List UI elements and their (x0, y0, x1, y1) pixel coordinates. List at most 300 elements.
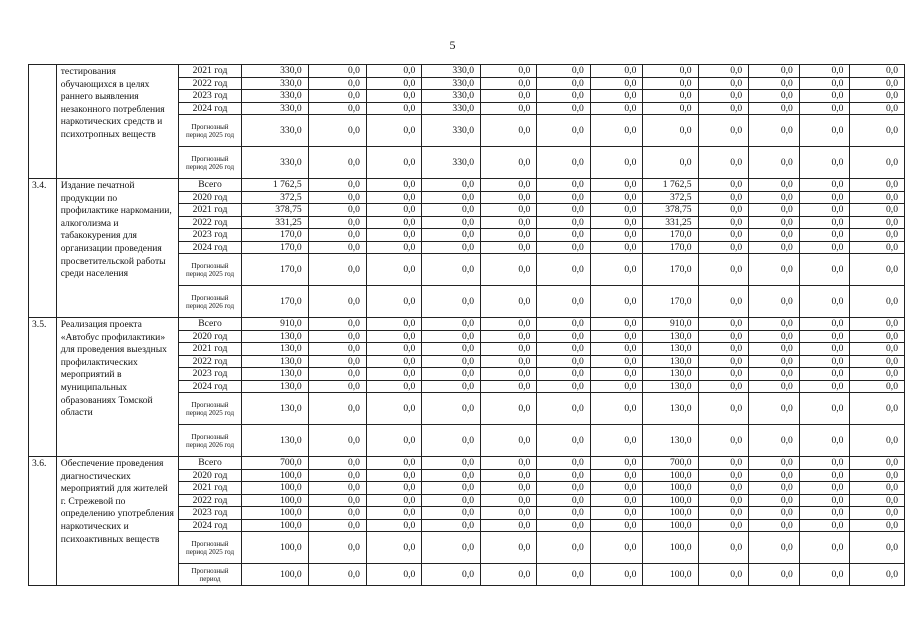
value-cell: 0,0 (481, 393, 537, 425)
value-cell: 330,0 (422, 90, 481, 103)
value-cell: 0,0 (850, 191, 905, 204)
value-cell: 0,0 (308, 229, 366, 242)
value-cell: 0,0 (308, 254, 366, 286)
value-cell: 0,0 (308, 355, 366, 368)
value-cell: 0,0 (698, 330, 749, 343)
value-cell: 0,0 (366, 115, 421, 147)
value-cell: 0,0 (308, 90, 366, 103)
value-cell: 330,0 (422, 102, 481, 115)
value-cell: 0,0 (366, 368, 421, 381)
section-number (29, 65, 57, 179)
period-cell: Всего (178, 318, 241, 331)
value-cell: 0,0 (366, 380, 421, 393)
value-cell: 0,0 (481, 102, 537, 115)
value-cell: 0,0 (481, 115, 537, 147)
period-cell: Прогнозный период 2026 год (178, 425, 241, 457)
value-cell: 0,0 (366, 355, 421, 368)
period-cell: 2023 год (178, 507, 241, 520)
value-cell: 0,0 (422, 191, 481, 204)
value-cell: 170,0 (242, 241, 309, 254)
value-cell: 100,0 (643, 507, 698, 520)
value-cell: 330,0 (422, 77, 481, 90)
value-cell: 170,0 (643, 286, 698, 318)
value-cell: 0,0 (481, 179, 537, 192)
value-cell: 0,0 (698, 564, 749, 586)
value-cell: 0,0 (850, 482, 905, 495)
period-cell: 2022 год (178, 216, 241, 229)
value-cell: 130,0 (643, 343, 698, 356)
value-cell: 0,0 (537, 179, 590, 192)
value-cell: 170,0 (643, 241, 698, 254)
value-cell: 0,0 (366, 564, 421, 586)
value-cell: 0,0 (799, 457, 850, 470)
page-number: 5 (449, 38, 456, 52)
value-cell: 0,0 (698, 77, 749, 90)
value-cell: 0,0 (749, 380, 800, 393)
value-cell: 0,0 (422, 318, 481, 331)
value-cell: 100,0 (242, 469, 309, 482)
value-cell: 0,0 (481, 65, 537, 78)
value-cell: 0,0 (366, 532, 421, 564)
value-cell: 0,0 (749, 204, 800, 217)
value-cell: 0,0 (481, 204, 537, 217)
value-cell: 0,0 (850, 393, 905, 425)
value-cell: 0,0 (643, 65, 698, 78)
value-cell: 0,0 (366, 457, 421, 470)
period-cell: 2020 год (178, 330, 241, 343)
value-cell: 0,0 (481, 77, 537, 90)
value-cell: 0,0 (366, 425, 421, 457)
value-cell: 0,0 (799, 330, 850, 343)
value-cell: 0,0 (799, 368, 850, 381)
period-cell: Прогнозный период 2025 год (178, 115, 241, 147)
value-cell: 0,0 (590, 532, 643, 564)
value-cell: 330,0 (242, 102, 309, 115)
value-cell: 0,0 (308, 115, 366, 147)
value-cell: 0,0 (850, 115, 905, 147)
value-cell: 0,0 (366, 343, 421, 356)
section-name: Обеспечение проведения диагностических мероприятий для жителей г. Стрежевой по определению употребления наркотических и психоактивных веществ (56, 457, 178, 586)
value-cell: 0,0 (590, 368, 643, 381)
value-cell: 0,0 (799, 380, 850, 393)
value-cell: 0,0 (308, 286, 366, 318)
value-cell: 0,0 (698, 179, 749, 192)
value-cell: 0,0 (422, 393, 481, 425)
value-cell: 0,0 (481, 318, 537, 331)
value-cell: 0,0 (749, 65, 800, 78)
value-cell: 0,0 (308, 380, 366, 393)
value-cell: 0,0 (590, 519, 643, 532)
value-cell: 700,0 (643, 457, 698, 470)
value-cell: 0,0 (749, 494, 800, 507)
value-cell: 0,0 (537, 380, 590, 393)
value-cell: 0,0 (308, 318, 366, 331)
value-cell: 0,0 (481, 380, 537, 393)
value-cell: 0,0 (366, 507, 421, 520)
value-cell: 0,0 (749, 368, 800, 381)
value-cell: 0,0 (698, 216, 749, 229)
value-cell: 0,0 (799, 507, 850, 520)
value-cell: 0,0 (422, 457, 481, 470)
value-cell: 0,0 (366, 179, 421, 192)
value-cell: 0,0 (308, 102, 366, 115)
value-cell: 0,0 (749, 241, 800, 254)
value-cell: 0,0 (850, 204, 905, 217)
value-cell: 0,0 (749, 318, 800, 331)
value-cell: 100,0 (643, 532, 698, 564)
value-cell: 130,0 (242, 425, 309, 457)
value-cell: 100,0 (242, 482, 309, 495)
value-cell: 0,0 (799, 318, 850, 331)
period-cell: 2023 год (178, 90, 241, 103)
value-cell: 0,0 (590, 90, 643, 103)
value-cell: 0,0 (308, 65, 366, 78)
value-cell: 0,0 (308, 519, 366, 532)
value-cell: 0,0 (850, 380, 905, 393)
value-cell: 0,0 (799, 102, 850, 115)
value-cell: 0,0 (366, 191, 421, 204)
period-cell: 2021 год (178, 65, 241, 78)
value-cell: 0,0 (698, 254, 749, 286)
value-cell: 0,0 (749, 425, 800, 457)
period-cell: 2024 год (178, 519, 241, 532)
value-cell: 0,0 (422, 179, 481, 192)
period-cell: Прогнозный период 2026 год (178, 286, 241, 318)
value-cell: 0,0 (422, 564, 481, 586)
value-cell: 0,0 (698, 519, 749, 532)
value-cell: 0,0 (698, 393, 749, 425)
value-cell: 331,25 (643, 216, 698, 229)
value-cell: 0,0 (366, 229, 421, 242)
value-cell: 0,0 (850, 425, 905, 457)
value-cell: 0,0 (481, 532, 537, 564)
value-cell: 0,0 (799, 564, 850, 586)
value-cell: 0,0 (799, 241, 850, 254)
value-cell: 0,0 (308, 77, 366, 90)
value-cell: 0,0 (481, 507, 537, 520)
value-cell: 0,0 (799, 469, 850, 482)
budget-table (28, 64, 905, 586)
value-cell: 0,0 (308, 241, 366, 254)
value-cell: 0,0 (799, 65, 850, 78)
value-cell: 0,0 (698, 482, 749, 495)
value-cell: 0,0 (749, 482, 800, 495)
value-cell: 0,0 (537, 77, 590, 90)
value-cell: 0,0 (537, 204, 590, 217)
value-cell: 0,0 (850, 318, 905, 331)
value-cell: 0,0 (537, 286, 590, 318)
value-cell: 170,0 (643, 254, 698, 286)
value-cell: 330,0 (242, 65, 309, 78)
period-cell: Всего (178, 179, 241, 192)
value-cell: 100,0 (643, 494, 698, 507)
value-cell: 0,0 (537, 115, 590, 147)
value-cell: 0,0 (799, 286, 850, 318)
value-cell: 0,0 (698, 241, 749, 254)
value-cell: 0,0 (799, 179, 850, 192)
value-cell: 0,0 (481, 147, 537, 179)
value-cell: 0,0 (698, 102, 749, 115)
value-cell: 0,0 (481, 191, 537, 204)
period-cell: 2024 год (178, 241, 241, 254)
value-cell: 0,0 (698, 355, 749, 368)
value-cell: 0,0 (799, 229, 850, 242)
value-cell: 0,0 (422, 216, 481, 229)
value-cell: 0,0 (422, 507, 481, 520)
value-cell: 0,0 (850, 65, 905, 78)
value-cell: 130,0 (643, 368, 698, 381)
value-cell: 0,0 (481, 482, 537, 495)
value-cell: 0,0 (850, 147, 905, 179)
value-cell: 0,0 (749, 254, 800, 286)
value-cell: 0,0 (590, 241, 643, 254)
value-cell: 0,0 (481, 564, 537, 586)
period-cell: 2020 год (178, 469, 241, 482)
value-cell: 0,0 (366, 330, 421, 343)
value-cell: 0,0 (308, 469, 366, 482)
section-name: тестирования обучающихся в целях раннего выявления незаконного потребления наркотических средств и психотропных веществ (56, 65, 178, 179)
value-cell: 0,0 (590, 191, 643, 204)
value-cell: 0,0 (799, 494, 850, 507)
value-cell: 0,0 (590, 425, 643, 457)
value-cell: 0,0 (422, 469, 481, 482)
value-cell: 0,0 (422, 494, 481, 507)
value-cell: 0,0 (308, 216, 366, 229)
value-cell: 0,0 (590, 102, 643, 115)
value-cell: 0,0 (749, 532, 800, 564)
value-cell: 0,0 (537, 393, 590, 425)
value-cell: 100,0 (643, 469, 698, 482)
value-cell: 0,0 (366, 318, 421, 331)
value-cell: 0,0 (537, 330, 590, 343)
value-cell: 0,0 (850, 254, 905, 286)
value-cell: 0,0 (366, 241, 421, 254)
table-row (29, 457, 905, 470)
value-cell: 0,0 (799, 355, 850, 368)
value-cell: 0,0 (422, 355, 481, 368)
value-cell: 170,0 (643, 229, 698, 242)
value-cell: 0,0 (537, 229, 590, 242)
value-cell: 0,0 (749, 564, 800, 586)
value-cell: 0,0 (799, 482, 850, 495)
value-cell: 0,0 (850, 343, 905, 356)
value-cell: 0,0 (590, 457, 643, 470)
value-cell: 0,0 (537, 564, 590, 586)
value-cell: 130,0 (643, 380, 698, 393)
value-cell: 0,0 (422, 241, 481, 254)
value-cell: 0,0 (643, 147, 698, 179)
value-cell: 100,0 (242, 532, 309, 564)
value-cell: 0,0 (850, 507, 905, 520)
value-cell: 100,0 (242, 519, 309, 532)
value-cell: 0,0 (537, 147, 590, 179)
value-cell: 0,0 (590, 330, 643, 343)
value-cell: 0,0 (537, 241, 590, 254)
period-cell: Прогнозный период 2026 год (178, 147, 241, 179)
value-cell: 0,0 (537, 191, 590, 204)
value-cell: 0,0 (850, 469, 905, 482)
value-cell: 330,0 (242, 115, 309, 147)
value-cell: 0,0 (537, 507, 590, 520)
value-cell: 0,0 (481, 229, 537, 242)
value-cell: 1 762,5 (242, 179, 309, 192)
value-cell: 0,0 (749, 286, 800, 318)
value-cell: 0,0 (537, 318, 590, 331)
value-cell: 0,0 (850, 229, 905, 242)
value-cell: 0,0 (481, 330, 537, 343)
value-cell: 0,0 (422, 254, 481, 286)
value-cell: 0,0 (850, 457, 905, 470)
table-row (29, 179, 905, 192)
value-cell: 130,0 (242, 330, 309, 343)
value-cell: 0,0 (537, 90, 590, 103)
value-cell: 0,0 (590, 494, 643, 507)
value-cell: 0,0 (422, 229, 481, 242)
value-cell: 0,0 (590, 147, 643, 179)
value-cell: 0,0 (643, 115, 698, 147)
value-cell: 0,0 (537, 343, 590, 356)
value-cell: 130,0 (242, 380, 309, 393)
value-cell: 0,0 (749, 229, 800, 242)
value-cell: 100,0 (242, 564, 309, 586)
value-cell: 170,0 (242, 229, 309, 242)
value-cell: 0,0 (698, 90, 749, 103)
value-cell: 0,0 (537, 368, 590, 381)
value-cell: 0,0 (308, 204, 366, 217)
value-cell: 330,0 (422, 147, 481, 179)
value-cell: 0,0 (590, 343, 643, 356)
value-cell: 130,0 (643, 425, 698, 457)
period-cell: 2023 год (178, 229, 241, 242)
value-cell: 0,0 (537, 216, 590, 229)
value-cell: 0,0 (799, 343, 850, 356)
value-cell: 0,0 (698, 343, 749, 356)
value-cell: 0,0 (537, 494, 590, 507)
value-cell: 0,0 (590, 65, 643, 78)
value-cell: 0,0 (698, 115, 749, 147)
value-cell: 0,0 (308, 457, 366, 470)
value-cell: 0,0 (308, 482, 366, 495)
value-cell: 378,75 (643, 204, 698, 217)
value-cell: 0,0 (308, 330, 366, 343)
value-cell: 0,0 (698, 368, 749, 381)
value-cell: 0,0 (481, 241, 537, 254)
value-cell: 0,0 (366, 254, 421, 286)
value-cell: 0,0 (698, 191, 749, 204)
value-cell: 0,0 (850, 90, 905, 103)
value-cell: 0,0 (850, 77, 905, 90)
value-cell: 0,0 (698, 494, 749, 507)
value-cell: 0,0 (749, 191, 800, 204)
value-cell: 0,0 (749, 90, 800, 103)
value-cell: 100,0 (242, 507, 309, 520)
period-cell: Прогнозный период 2025 год (178, 254, 241, 286)
value-cell: 0,0 (481, 343, 537, 356)
value-cell: 130,0 (242, 343, 309, 356)
value-cell: 0,0 (481, 254, 537, 286)
value-cell: 0,0 (537, 425, 590, 457)
value-cell: 1 762,5 (643, 179, 698, 192)
value-cell: 0,0 (799, 77, 850, 90)
value-cell: 0,0 (537, 519, 590, 532)
value-cell: 0,0 (850, 241, 905, 254)
value-cell: 170,0 (242, 286, 309, 318)
value-cell: 0,0 (590, 77, 643, 90)
value-cell: 0,0 (590, 115, 643, 147)
value-cell: 130,0 (242, 393, 309, 425)
value-cell: 0,0 (643, 102, 698, 115)
value-cell: 0,0 (749, 343, 800, 356)
value-cell: 0,0 (698, 457, 749, 470)
value-cell: 0,0 (749, 519, 800, 532)
value-cell: 0,0 (481, 425, 537, 457)
value-cell: 130,0 (643, 355, 698, 368)
value-cell: 0,0 (749, 115, 800, 147)
value-cell: 0,0 (590, 216, 643, 229)
value-cell: 0,0 (850, 216, 905, 229)
value-cell: 0,0 (698, 204, 749, 217)
value-cell: 0,0 (799, 216, 850, 229)
period-cell: Прогнозный период 2025 год (178, 393, 241, 425)
value-cell: 0,0 (481, 90, 537, 103)
period-cell: 2023 год (178, 368, 241, 381)
value-cell: 100,0 (643, 482, 698, 495)
value-cell: 0,0 (749, 102, 800, 115)
value-cell: 0,0 (308, 191, 366, 204)
value-cell: 0,0 (850, 355, 905, 368)
value-cell: 0,0 (850, 330, 905, 343)
value-cell: 910,0 (242, 318, 309, 331)
value-cell: 0,0 (481, 355, 537, 368)
value-cell: 0,0 (366, 102, 421, 115)
value-cell: 0,0 (698, 286, 749, 318)
value-cell: 0,0 (749, 147, 800, 179)
value-cell: 0,0 (850, 532, 905, 564)
section-name: Реализация проекта «Автобус профилактики» для проведения выездных профилактических мероприятий в муниципальных образованиях Томской области (56, 318, 178, 457)
value-cell: 0,0 (422, 532, 481, 564)
value-cell: 0,0 (481, 216, 537, 229)
value-cell: 0,0 (590, 229, 643, 242)
value-cell: 0,0 (366, 90, 421, 103)
value-cell: 0,0 (537, 102, 590, 115)
period-cell: Всего (178, 457, 241, 470)
value-cell: 0,0 (366, 65, 421, 78)
value-cell: 0,0 (643, 90, 698, 103)
value-cell: 0,0 (643, 77, 698, 90)
value-cell: 0,0 (366, 393, 421, 425)
value-cell: 130,0 (643, 330, 698, 343)
value-cell: 0,0 (481, 469, 537, 482)
value-cell: 0,0 (850, 368, 905, 381)
value-cell: 0,0 (850, 564, 905, 586)
period-cell: 2021 год (178, 343, 241, 356)
value-cell: 0,0 (366, 482, 421, 495)
value-cell: 0,0 (308, 343, 366, 356)
value-cell: 0,0 (799, 425, 850, 457)
value-cell: 0,0 (698, 147, 749, 179)
value-cell: 0,0 (799, 115, 850, 147)
value-cell: 0,0 (308, 368, 366, 381)
value-cell: 0,0 (308, 564, 366, 586)
value-cell: 0,0 (749, 179, 800, 192)
value-cell: 0,0 (366, 286, 421, 318)
value-cell: 0,0 (422, 204, 481, 217)
value-cell: 0,0 (366, 216, 421, 229)
value-cell: 0,0 (422, 482, 481, 495)
value-cell: 0,0 (308, 393, 366, 425)
value-cell: 0,0 (366, 494, 421, 507)
section-number: 3.5. (29, 318, 57, 457)
